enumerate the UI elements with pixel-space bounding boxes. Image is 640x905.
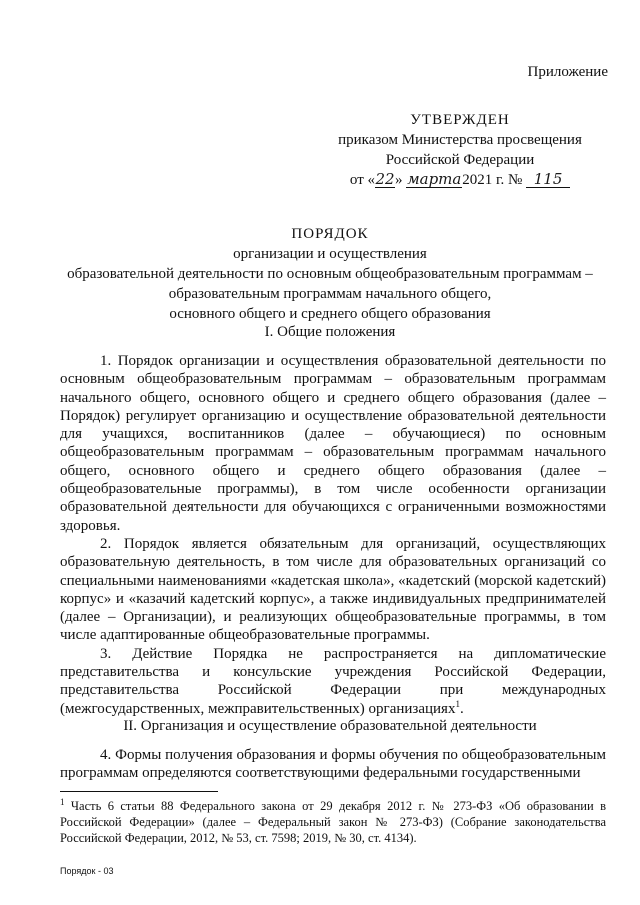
footnote	[60, 798, 606, 846]
paragraph-3	[60, 645, 606, 718]
date-prefix: от «	[349, 172, 376, 188]
title-line-3: образовательным программам начального общего,	[168, 286, 492, 302]
date-year: 2021 г. №	[462, 172, 523, 188]
approval-date-line	[330, 170, 590, 190]
appendix-label: Приложение	[527, 64, 608, 80]
paragraph-3-text: 3. Действие Порядка не распространяется на дипломатические представительства и консульские учреждения Российской Федерации, представительства Российской Федерации при международных (межгосударственных, межправительственных) организациях	[60, 645, 606, 717]
footnote-mark: 1	[60, 796, 65, 807]
paragraph-4: 4. Формы получения образования и формы обучения по общеобразовательным программам определяются соответствующими федеральными государственными	[60, 747, 606, 782]
approval-block	[330, 110, 590, 190]
section-1-heading: I. Общие положения	[264, 324, 396, 340]
approval-line-2: Российской Федерации	[385, 152, 535, 168]
section-2-heading: II. Организация и осуществление образовательной деятельности	[123, 718, 537, 734]
approved-word: УТВЕРЖДЕН	[410, 112, 510, 128]
date-mid: »	[395, 172, 403, 188]
footnote-divider	[60, 791, 218, 792]
document-title	[60, 224, 600, 324]
title-line-1: организации и осуществления	[233, 246, 427, 262]
footnote-text: Часть 6 статьи 88 Федерального закона от 29 декабря 2012 г. № 273-ФЗ «Об образовании в Российской Федерации» (далее – Федеральный закон № 273-ФЗ) (Собрание законодательства Российской Федерации, 2012, № 53, ст. 7598; 2019, № 30, ст. 4134).	[60, 799, 606, 845]
order-number: 115	[526, 171, 570, 188]
paragraph-3-end: .	[459, 700, 464, 717]
section-1-body	[60, 352, 606, 718]
paragraph-1: 1. Порядок организации и осуществления образовательной деятельности по основным общеобразовательным программам – образовательным программам начального общего, основного общего и среднего общего образования (далее – Порядок) регулирует организацию и осуществление образовательной деятельности для учащихся, воспитанников (далее – обучающиеся) по основным общеобразовательным программам – образовательным программам начального общего, основного общего и среднего общего образования (далее – общеобразовательные программы), в том числе особенности организации образовательной деятельности для обучающихся с ограниченными возможностями здоровья.	[60, 353, 606, 534]
date-day: 22	[375, 170, 395, 188]
title-line-2: образовательной деятельности по основным общеобразовательным программам –	[67, 266, 593, 282]
title-main: ПОРЯДОК	[291, 226, 369, 242]
date-month: марта	[407, 170, 462, 188]
section-2-body	[60, 746, 606, 783]
approval-line-1: приказом Министерства просвещения	[338, 132, 582, 148]
title-line-4: основного общего и среднего общего образования	[169, 306, 491, 322]
footnote-ref[interactable]: 1	[455, 698, 460, 709]
page-footer: Порядок - 03	[60, 866, 114, 876]
paragraph-2: 2. Порядок является обязательным для организаций, осуществляющих образовательную деятельность, в том числе для образовательных организаций со специальными наименованиями «кадетская школа», «кадетский (морской кадетский) корпус» и «казачий кадетский корпус», а также индивидуальных предпринимателей (далее – Организации), и реализующих общеобразовательные программы, в том числе адаптированные общеобразовательные программы.	[60, 535, 606, 644]
